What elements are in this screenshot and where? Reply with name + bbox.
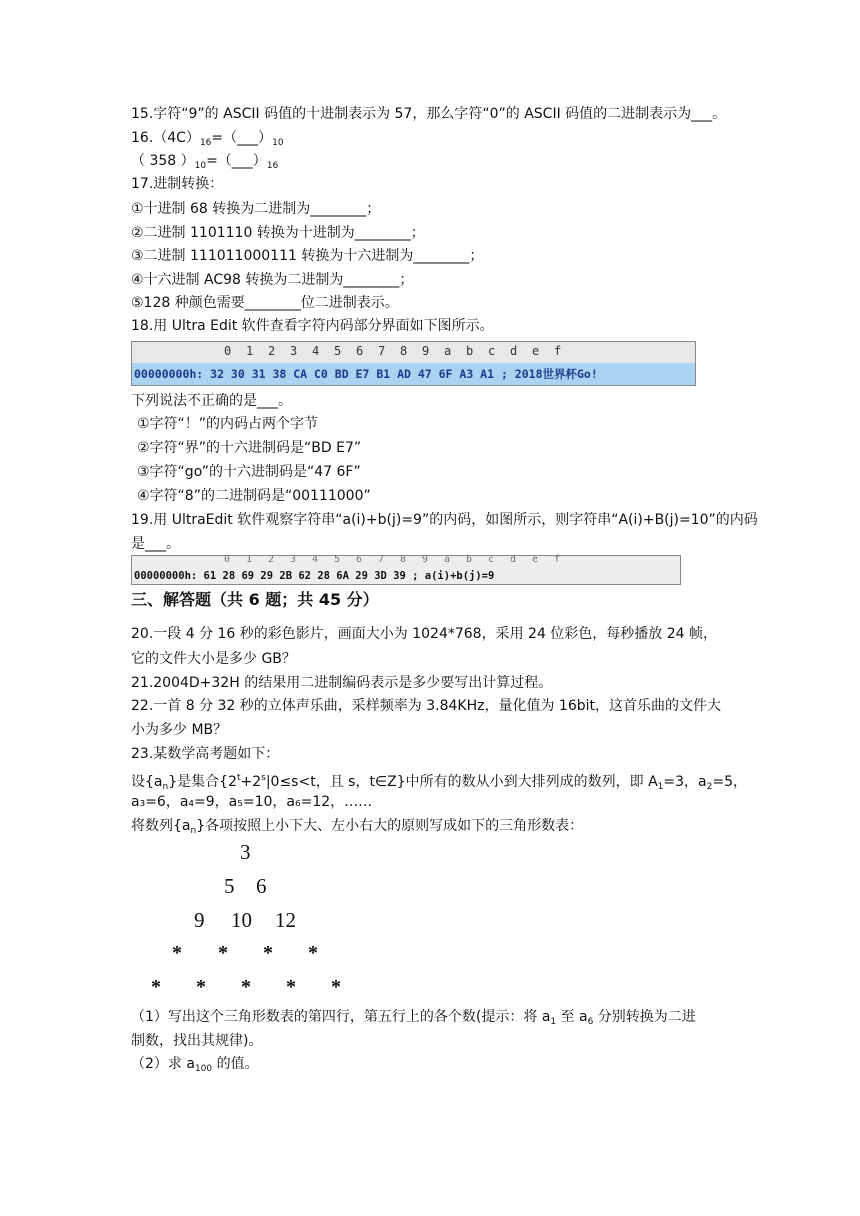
question-21: 21.2004D+32H 的结果用二进制编码表示是多少要写出计算过程。 xyxy=(131,675,553,691)
triangle-number: 9 xyxy=(194,908,205,932)
q17-item: ④十六进制 AC98 转换为二进制为________； xyxy=(131,272,414,288)
q16-text: （ 358 ） xyxy=(131,153,195,169)
q23-sequence-terms: a₃=6，a₄=9，a₅=10，a₆=12，…… xyxy=(131,794,373,810)
triangle-star: * xyxy=(308,942,318,964)
q23-text: （1）写出这个三角形数表的第四行，第五行上的各个数(提示：将 a xyxy=(131,1009,551,1025)
hex-col-label: 0 xyxy=(224,344,232,358)
q18-option: ②字符“界”的十六进制码是“BD E7” xyxy=(137,440,362,456)
hex-col-label: a xyxy=(444,554,451,565)
hex-col-label: 3 xyxy=(290,344,298,358)
q16-blank: =（___） xyxy=(211,130,273,146)
hex-col-label: 3 xyxy=(290,554,297,565)
q23-subscript: 6 xyxy=(587,1017,594,1027)
hex-col-label: f xyxy=(554,344,562,358)
triangle-number: 10 xyxy=(231,908,252,932)
q16-text: 16.（4C） xyxy=(131,130,200,146)
q16-subscript: 16 xyxy=(266,161,279,171)
question-20-line1: 20.一段 4 分 16 秒的彩色影片，画面大小为 1024*768，采用 24 位彩色，每秒播放 24 帧， xyxy=(131,626,718,642)
hex-col-label: 8 xyxy=(400,344,408,358)
q23-subscript: 1 xyxy=(550,1017,557,1027)
hex-col-label: 4 xyxy=(312,554,319,565)
question-19-line2: 是___。 xyxy=(131,536,180,552)
q23-triangle-intro xyxy=(131,816,583,841)
hex-col-label: 9 xyxy=(422,554,429,565)
q18-option: ④字符“8”的二进制码是“00111000” xyxy=(137,488,371,504)
q17-item: ③二进制 111011000111 转换为十六进制为________； xyxy=(131,248,484,264)
q16-subscript: 10 xyxy=(194,161,207,171)
section-3-heading: 三、解答题（共 6 题；共 45 分） xyxy=(131,590,379,609)
hex-col-label: 7 xyxy=(378,344,386,358)
hex-col-label: 1 xyxy=(246,344,254,358)
hex-col-label: c xyxy=(488,344,496,358)
q18-option: ③字符“go”的十六进制码是“47 6F” xyxy=(137,464,361,480)
q17-item: ②二进制 1101110 转换为十进制为________； xyxy=(131,225,425,241)
triangle-star: * xyxy=(218,942,228,964)
q16-subscript: 16 xyxy=(199,138,212,148)
q23-subscript: 100 xyxy=(194,1064,213,1074)
hex-col-label: 5 xyxy=(334,554,341,565)
triangle-number: 5 xyxy=(224,874,235,898)
q23-text: }是集合{2 xyxy=(168,774,237,790)
question-18-prompt: 下列说法不正确的是___。 xyxy=(131,393,292,409)
q23-subscript: 2 xyxy=(706,782,713,792)
q23-text: 的值。 xyxy=(212,1056,259,1072)
q23-text: 设{a xyxy=(131,774,163,790)
q23-part1-line1 xyxy=(131,1007,696,1032)
question-15: 15.字符“9”的 ASCII 码值的十进制表示为 57，那么字符“0”的 ASCII 码值的二进制表示为___。 xyxy=(131,106,727,122)
q23-text: （2）求 a xyxy=(131,1056,195,1072)
q16-blank: =（___） xyxy=(206,153,267,169)
hex-col-label: 6 xyxy=(356,344,364,358)
hex-col-label: 2 xyxy=(268,344,276,358)
hex-col-label: d xyxy=(510,344,518,358)
q17-item: ①十进制 68 转换为二进制为________； xyxy=(131,201,381,217)
question-23-title: 23.某数学高考题如下： xyxy=(131,746,280,762)
hex-col-label: d xyxy=(510,554,517,565)
q23-superscript: s xyxy=(261,773,266,783)
ultraedit-hex-view-19 xyxy=(131,555,681,585)
q23-superscript: t xyxy=(236,773,241,783)
triangle-star: * xyxy=(172,942,182,964)
hex-col-label: e xyxy=(532,554,539,565)
hex-column-header xyxy=(132,342,695,365)
triangle-star: * xyxy=(331,976,341,998)
triangle-star: * xyxy=(151,976,161,998)
q16-subscript: 10 xyxy=(272,138,284,148)
hex-col-label: b xyxy=(466,344,474,358)
hex-col-label: 8 xyxy=(400,554,407,565)
q23-subscript: 1 xyxy=(657,782,664,792)
q23-text: |0≤s<t，且 s，t∈Z}中所有的数从小到大排列成的数列，即 A xyxy=(265,774,658,790)
q23-subscript: n xyxy=(190,826,197,836)
question-17-title: 17.进制转换： xyxy=(131,176,224,192)
triangle-star: * xyxy=(286,976,296,998)
question-19-line1: 19.用 UltraEdit 软件观察字符串“a(i)+b(j)=9”的内码，如图所示，则字符串“A(i)+B(j)=10”的内码 xyxy=(131,512,758,528)
triangle-star: * xyxy=(196,976,206,998)
triangle-star: * xyxy=(263,942,273,964)
q17-item: ⑤128 种颜色需要________位二进制表示。 xyxy=(131,295,399,311)
triangle-star: * xyxy=(241,976,251,998)
hex-data-row: 00000000h: 32 30 31 38 CA C0 BD E7 B1 AD 47 6F A3 A1 ; 2018世界杯Go! xyxy=(132,363,695,385)
q23-part2 xyxy=(131,1054,259,1079)
hex-col-label: b xyxy=(466,554,473,565)
question-22-line2: 小为多少 MB？ xyxy=(131,722,228,738)
question-16-line1 xyxy=(131,128,284,153)
triangle-number: 3 xyxy=(240,840,251,864)
question-18-title: 18.用 Ultra Edit 软件查看字符内码部分界面如下图所示。 xyxy=(131,318,494,334)
hex-col-label: c xyxy=(488,554,495,565)
hex-col-label: 9 xyxy=(422,344,430,358)
q23-part1-line2: 制数，找出其规律)。 xyxy=(131,1033,263,1049)
hex-col-label: a xyxy=(444,344,452,358)
hex-col-label: 7 xyxy=(378,554,385,565)
q23-text: 将数列{a xyxy=(131,818,191,834)
hex-col-label: e xyxy=(532,344,540,358)
hex-col-label: 5 xyxy=(334,344,342,358)
triangle-number: 12 xyxy=(275,908,296,932)
q23-text: 分别转换为二进 xyxy=(593,1009,696,1025)
hex-data-row: 00000000h: 61 28 69 29 2B 62 28 6A 29 3D 39 ; a(i)+b(j)=9 xyxy=(134,570,495,582)
q23-text: =5， xyxy=(712,774,747,790)
q23-subscript: n xyxy=(162,782,169,792)
hex-col-label: 4 xyxy=(312,344,320,358)
hex-col-label: f xyxy=(554,554,561,565)
triangle-number: 6 xyxy=(256,874,267,898)
q23-text: =3，a xyxy=(663,774,707,790)
ultraedit-hex-view-18 xyxy=(131,341,696,386)
question-22-line1: 22.一首 8 分 32 秒的立体声乐曲，采样频率为 3.84KHz，量化值为 16bit，这首乐曲的文件大 xyxy=(131,698,721,714)
q23-text: 至 a xyxy=(556,1009,588,1025)
q18-option: ①字符“！”的内码占两个字节 xyxy=(137,416,319,432)
hex-col-label: 2 xyxy=(268,554,275,565)
question-16-line2 xyxy=(131,151,278,176)
hex-col-label: 1 xyxy=(246,554,253,565)
hex-col-label: 0 xyxy=(224,554,231,565)
q23-text: }各项按照上小下大、左小右大的原则写成如下的三角形数表： xyxy=(196,818,584,834)
q23-text: +2 xyxy=(240,774,262,790)
hex-col-label: 6 xyxy=(356,554,363,565)
question-20-line2: 它的文件大小是多少 GB？ xyxy=(131,651,296,667)
